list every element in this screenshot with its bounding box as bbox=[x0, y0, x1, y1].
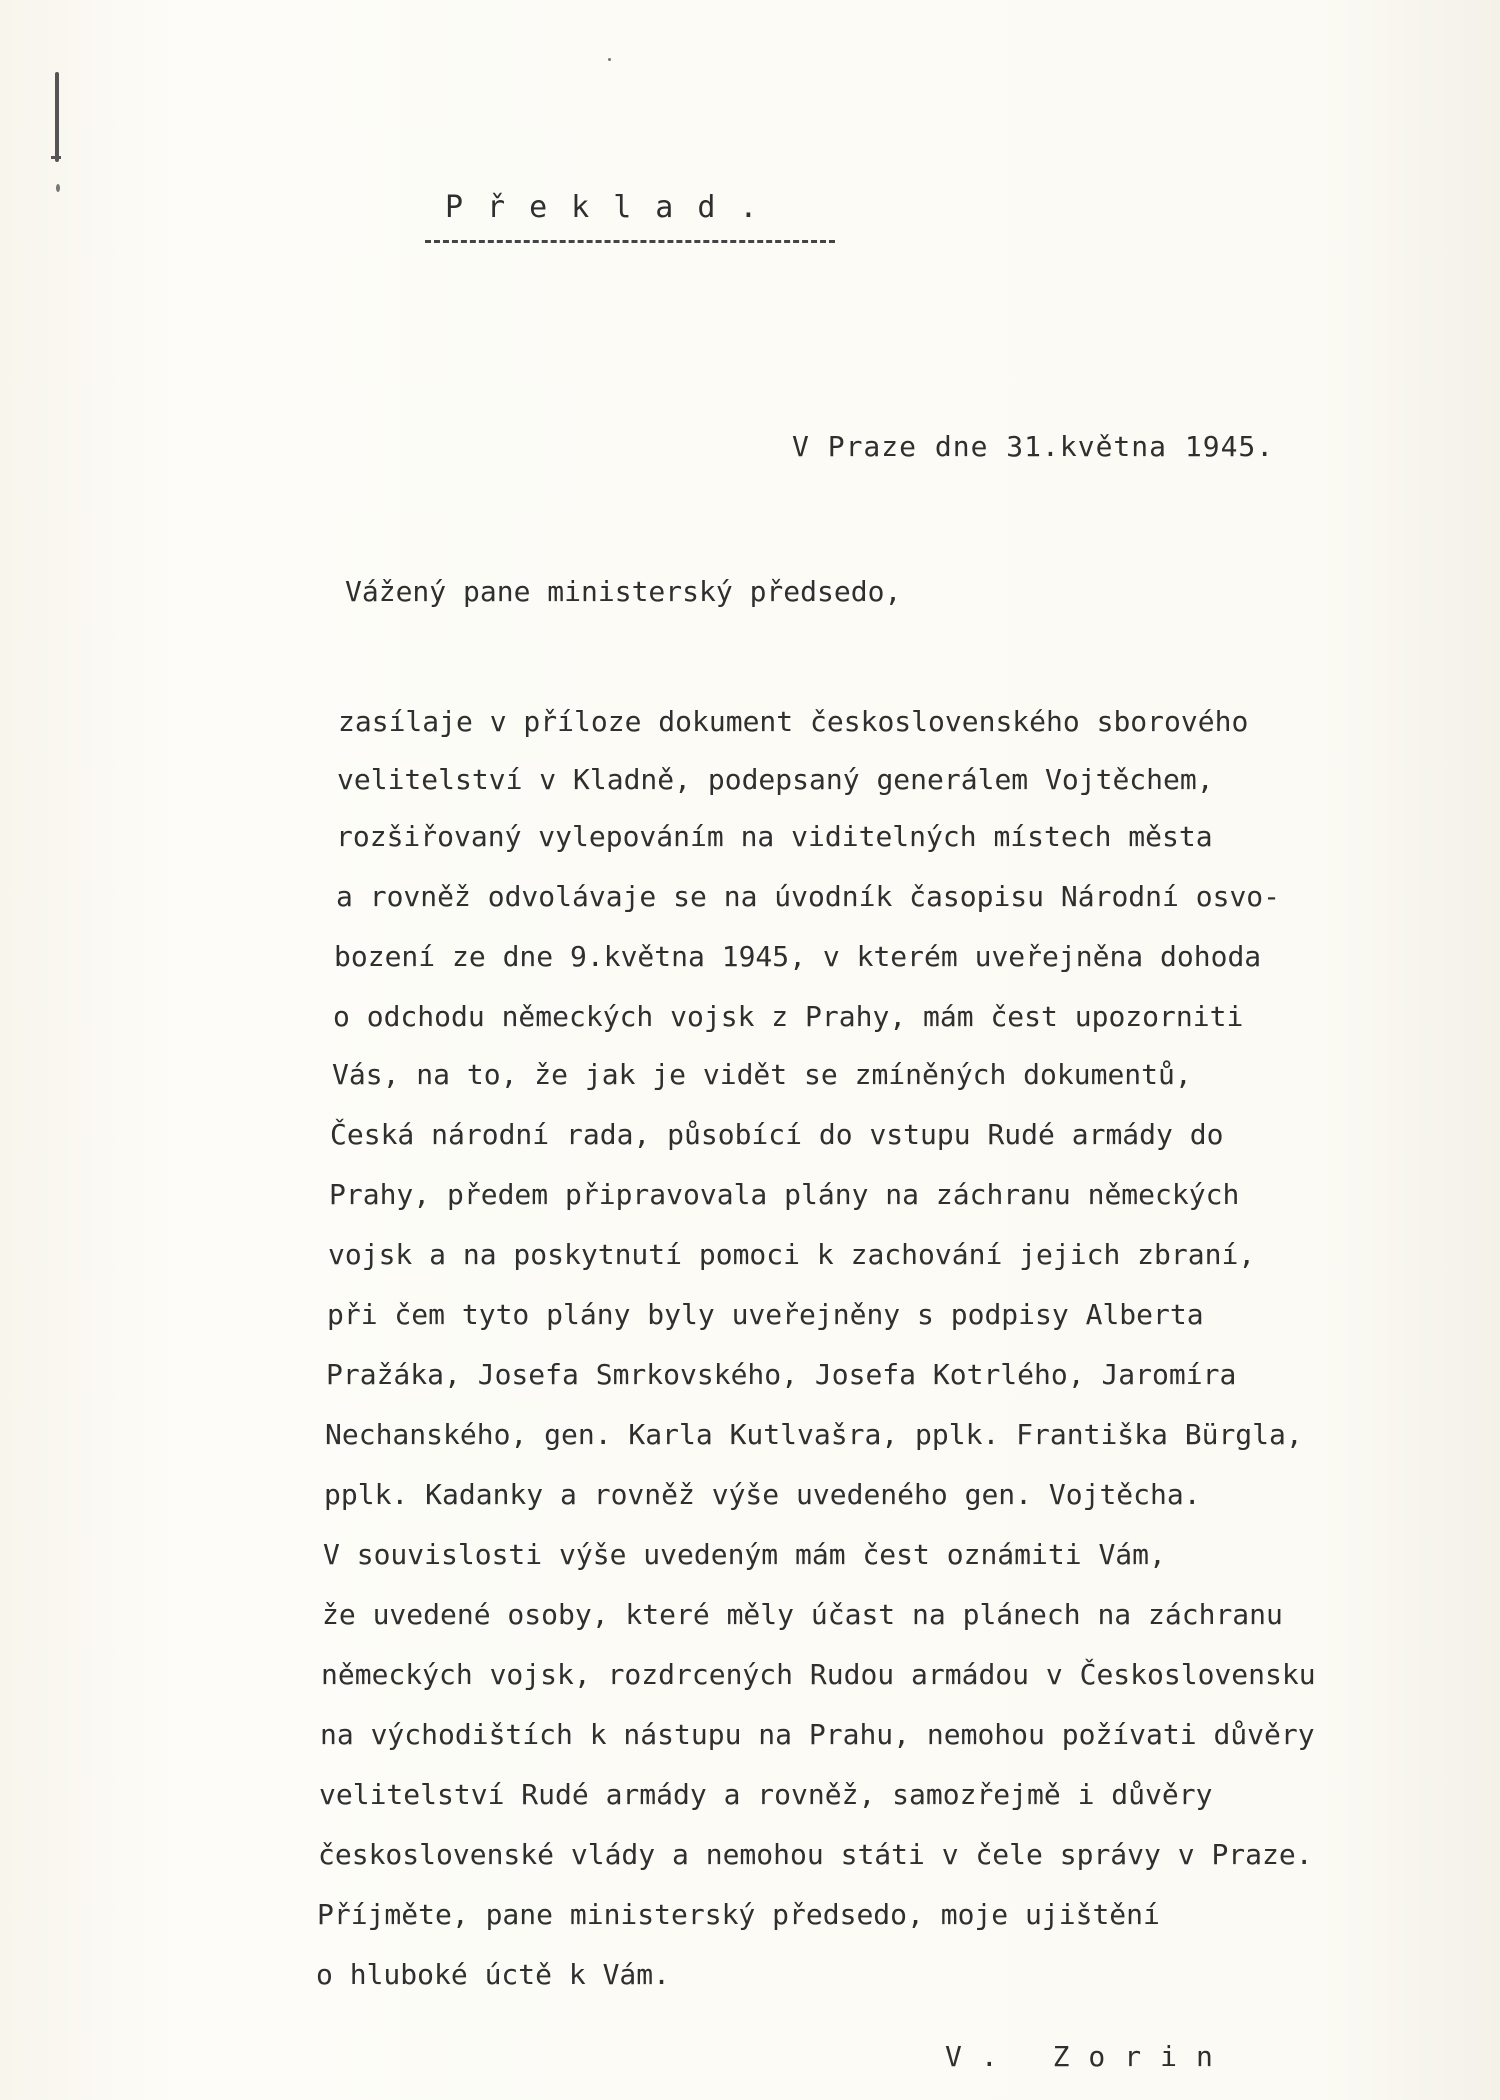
body-line-17: německých vojsk, rozdrcených Rudou armádou v Československu bbox=[321, 1658, 1316, 1691]
body-line-14: pplk. Kadanky a rovněž výše uvedeného gen. Vojtěcha. bbox=[324, 1478, 1201, 1511]
binder-mark bbox=[55, 72, 59, 162]
body-line-13: Nechanského, gen. Karla Kutlvašra, pplk. Františka Bürgla, bbox=[325, 1418, 1303, 1451]
body-line-12: Pražáka, Josefa Smrkovského, Josefa Kotrlého, Jaromíra bbox=[326, 1358, 1237, 1391]
body-line-15: V souvislosti výše uvedeným mám čest oznámiti Vám, bbox=[323, 1538, 1166, 1571]
body-line-22: o hluboké úctě k Vám. bbox=[316, 1958, 671, 1991]
body-line-2: velitelství v Kladně, podepsaný generálem Vojtěchem, bbox=[337, 763, 1214, 796]
body-line-11: při čem tyto plány byly uveřejněny s podpisy Alberta bbox=[327, 1298, 1204, 1331]
salutation: Vážený pane ministerský předsedo, bbox=[345, 575, 902, 608]
signature: V. Zorin bbox=[945, 2040, 1232, 2073]
document-title: Překlad. bbox=[445, 190, 782, 225]
body-line-19: velitelství Rudé armády a rovněž, samozřejmě i důvěry bbox=[319, 1778, 1213, 1811]
title-underline bbox=[425, 240, 835, 243]
body-line-6: o odchodu německých vojsk z Prahy, mám čest upozorniti bbox=[333, 1000, 1244, 1033]
body-line-18: na východištích k nástupu na Prahu, nemohou požívati důvěry bbox=[320, 1718, 1315, 1751]
paper-speck bbox=[56, 184, 60, 192]
body-line-7: Vás, na to, že jak je vidět se zmíněných dokumentů, bbox=[332, 1058, 1192, 1091]
body-line-3: rozšiřovaný vylepováním na viditelných místech města bbox=[336, 820, 1213, 853]
body-line-4: a rovněž odvolávaje se na úvodník časopisu Národní osvo- bbox=[336, 880, 1281, 913]
body-line-10: vojsk a na poskytnutí pomoci k zachování jejich zbraní, bbox=[328, 1238, 1256, 1271]
body-line-9: Prahy, předem připravovala plány na záchranu německých bbox=[329, 1178, 1240, 1211]
body-line-16: že uvedené osoby, které měly účast na plánech na záchranu bbox=[322, 1598, 1283, 1631]
document-date: V Praze dne 31.května 1945. bbox=[792, 430, 1275, 463]
body-line-20: československé vlády a nemohou státi v čele správy v Praze. bbox=[318, 1838, 1313, 1871]
body-line-5: bození ze dne 9.května 1945, v kterém uveřejněna dohoda bbox=[334, 940, 1262, 973]
paper-speck bbox=[608, 58, 611, 61]
body-line-1: zasílaje v příloze dokument československého sborového bbox=[338, 705, 1249, 738]
body-line-21: Příjměte, pane ministerský předsedo, moje ujištění bbox=[317, 1898, 1160, 1931]
body-line-8: Česká národní rada, působící do vstupu Rudé armády do bbox=[330, 1118, 1224, 1151]
